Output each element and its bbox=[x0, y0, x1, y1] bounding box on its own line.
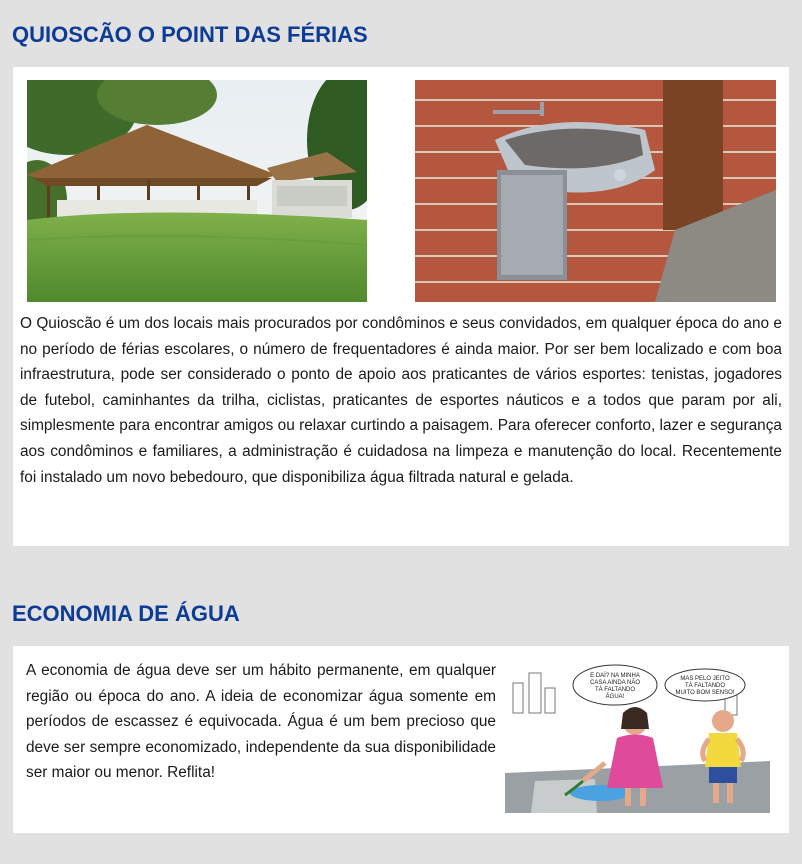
economia-body-text: A economia de água deve ser um hábito permanente, em qualquer região ou época do ano. A ideia de economizar água somente em períodos de escassez é equivocada. Água é um bem precioso que deve ser sempre economizado, independente da sua disponibilidade ser maior ou menor. Reflita! bbox=[26, 662, 496, 782]
bubble-left-line-2: CASA AINDA NÃO bbox=[589, 680, 641, 686]
bubble-right-line-2: TÁ FALTANDO bbox=[684, 683, 726, 689]
section-title-quioscao: QUIOSCÃO O POINT DAS FÉRIAS bbox=[12, 22, 368, 47]
water-waste-cartoon bbox=[505, 663, 770, 813]
bubble-left-line-4: ÁGUA! bbox=[605, 694, 625, 700]
bubble-right-line-1: MAS PELO JEITO bbox=[680, 676, 730, 682]
quioscao-body-text: O Quioscão é um dos locais mais procurados por condôminos e seus convidados, em qualquer época do ano e no período de férias escolares, o número de frequentadores é ainda maior. Por ser bem localizado e com boa infraestrutura, pode ser considerado o ponto de apoio aos praticantes de vários esportes: tenistas, jogadores de futebol, caminhantes da trilha, ciclistas, praticantes de esportes náuticos e a todos que param por ali, simplesmente para encontrar amigos ou relaxar curtindo a paisagem. Para oferecer conforto, lazer e segurança aos condôminos e familiares, a administração é cuidadosa na limpeza e manutenção do local. Recentemente foi instalado um novo bebedouro, que disponibiliza água filtrada natural e gelada. bbox=[20, 315, 782, 486]
quioscao-panel bbox=[13, 67, 789, 546]
water-fountain-photo bbox=[415, 80, 776, 302]
bubble-right-line-3: MUITO BOM SENSO! bbox=[675, 690, 735, 696]
economia-panel bbox=[13, 646, 789, 833]
kiosk-photo bbox=[27, 80, 367, 302]
bubble-left-line-1: E DAÍ? NA MINHA bbox=[590, 673, 640, 679]
section-title-economia: ECONOMIA DE ÁGUA bbox=[12, 601, 240, 626]
bubble-left-line-3: TÁ FALTANDO bbox=[594, 687, 636, 693]
